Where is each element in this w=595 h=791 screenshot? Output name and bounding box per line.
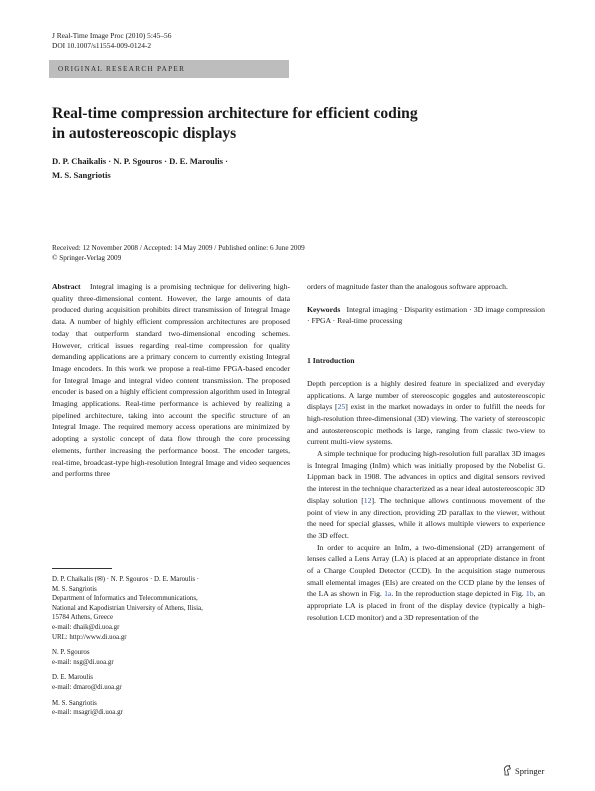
springer-horse-icon bbox=[502, 765, 512, 776]
paragraph-text: Depth perception is a highly desired feature in specialized and everyday applications. A large number of stereoscopic goggles and autostereoscopic displays [ bbox=[307, 378, 545, 412]
paragraph-text: . In the reproduction stage depicted in Fig. bbox=[391, 589, 526, 599]
publisher-name: Springer bbox=[515, 765, 545, 776]
citation-link[interactable]: 25 bbox=[337, 402, 346, 412]
footnote-rule bbox=[52, 568, 112, 569]
affiliation-line: N. P. Sgouros bbox=[52, 649, 90, 657]
affiliation-block-1 bbox=[52, 575, 292, 642]
affiliation-line: D. P. Chaikalis (✉) · N. P. Sgouros · D. E. Maroulis · bbox=[52, 576, 200, 583]
keywords bbox=[307, 304, 545, 327]
affiliation-block-4 bbox=[52, 699, 292, 718]
citation-link[interactable]: 12 bbox=[363, 495, 372, 505]
keywords-heading: Keywords bbox=[307, 304, 341, 314]
left-column bbox=[52, 281, 290, 480]
affiliation-line: National and Kapodistrian University of Athens, Ilisia, bbox=[52, 604, 203, 612]
paragraph-text: ]. The technique allows continuous movement of the point of view in any direction, providing 2D parallax to the viewer, without the need for special glasses, while it allows multiple viewers to experience the 3D effect. bbox=[307, 495, 546, 540]
paragraph bbox=[307, 378, 545, 448]
affiliation-block-3 bbox=[52, 673, 292, 692]
doi: DOI 10.1007/s11554-009-0124-2 bbox=[52, 41, 152, 50]
email-link[interactable]: e-mail: dmaro@di.uoa.gr bbox=[52, 683, 122, 691]
abstract-heading: Abstract bbox=[52, 282, 81, 291]
abstract bbox=[52, 281, 290, 480]
affiliation-line: D. E. Maroulis bbox=[52, 674, 93, 682]
section-heading: 1 Introduction bbox=[307, 356, 355, 366]
paper-title bbox=[52, 104, 512, 143]
paragraph bbox=[307, 542, 545, 624]
keywords-text: Integral imaging · Disparity estimation · 3D image compression · FPGA · Real-time processing bbox=[307, 304, 545, 326]
received-dates: Received: 12 November 2008 / Accepted: 14 May 2009 / Published online: 6 June 2009 bbox=[52, 244, 305, 252]
journal-citation: J Real-Time Image Proc (2010) 5:45–56 bbox=[52, 31, 172, 40]
paragraph-text: In order to acquire an InIm, a two-dimensional (2D) arrangement of lenses called a Lens Array (LA) is placed at an appropriate distance in front of a Charge Coupled Detector (CCD). In the acquisition stage numerous small elemental images (EIs) are created on the CCD plane by the lenses of the LA as shown in Fig. bbox=[307, 542, 545, 599]
affiliation-line: M. S. Sangriotis bbox=[52, 585, 97, 593]
url-link[interactable]: URL: http://www.di.uoa.gr bbox=[52, 633, 127, 641]
abstract-text: Integral imaging is a promising technique for delivering high-quality three-dimensional content. However, the large amounts of data produced during acquisition prohibits direct transmission of Integral Image data. A number of highly efficient compression architectures are proposed today that outperform standard two-dimensional encoding schemes. However, critical issues regarding real-time compression for quality demanding applications are a primary concern to currently existing Integral Image encoders. In this work we propose a real-time FPGA-based encoder for Integral Image and integral video content transmission. The proposed encoder is based on a highly efficient compression algorithm used in Integral Imaging applications. Real-time performance is achieved by realizing a pipelined architecture, taking into account the specific structure of an Integral Image. The required memory access operations are minimized by adopting a systolic concept of data flow through the core processing elements, further increasing the performance boost. The encoder targets, real-time, broadcast-type high-resolution Integral Image and video sequences and performs three bbox=[52, 282, 291, 479]
right-column bbox=[307, 281, 545, 624]
section-banner: ORIGINAL RESEARCH PAPER bbox=[49, 60, 289, 78]
email-link[interactable]: e-mail: msagri@di.uoa.gr bbox=[52, 709, 123, 717]
affiliation-line: Department of Informatics and Telecommunications, bbox=[52, 595, 198, 603]
email-link[interactable]: e-mail: nsg@di.uoa.gr bbox=[52, 658, 114, 666]
title-line-2: in autostereoscopic displays bbox=[52, 124, 237, 142]
copyright: © Springer-Verlag 2009 bbox=[52, 254, 122, 263]
paragraph bbox=[307, 448, 545, 542]
publication-dates bbox=[52, 243, 552, 263]
authors-line-1: D. P. Chaikalis · N. P. Sgouros · D. E. Maroulis · bbox=[52, 156, 228, 166]
authors-line-2: M. S. Sangriotis bbox=[52, 169, 111, 180]
email-link[interactable]: e-mail: dhaik@di.uoa.gr bbox=[52, 623, 120, 631]
affiliation-block-2 bbox=[52, 648, 292, 667]
affiliation-line: 15784 Athens, Greece bbox=[52, 614, 114, 622]
paragraph-text: , an appropriate LA is placed in front of the display device (typically a high-resolution LCD monitor) and a 3D representation of the bbox=[307, 589, 545, 622]
figure-link[interactable]: 1b bbox=[525, 589, 534, 599]
title-line-1: Real-time compression architecture for efficient coding bbox=[52, 105, 418, 122]
affiliations bbox=[52, 575, 292, 724]
publisher-footer bbox=[502, 765, 544, 776]
journal-header bbox=[52, 31, 171, 51]
figure-link[interactable]: 1a bbox=[384, 589, 392, 599]
paragraph-text: ] exist in the market nowadays in order to fulfill the needs for high-resolution three-dimensional (3D) viewing. The variety of stereoscopic and autostereoscopic methods is large, ranging from classic two-view to current multi-view systems. bbox=[307, 402, 545, 447]
author-list bbox=[52, 155, 452, 182]
affiliation-line: M. S. Sangriotis bbox=[52, 699, 97, 707]
paragraph-text: A simple technique for producing high-resolution full parallax 3D images is Integral Imaging (InIm) which was initially proposed by the Nobelist G. Lippman back in 1908. The advances in optics and digital sensors revived the interest in the technique characterized as a near ideal autostereoscopic 3D display solution [ bbox=[307, 449, 545, 505]
abstract-continuation: orders of magnitude faster than the analogous software approach. bbox=[307, 282, 508, 291]
